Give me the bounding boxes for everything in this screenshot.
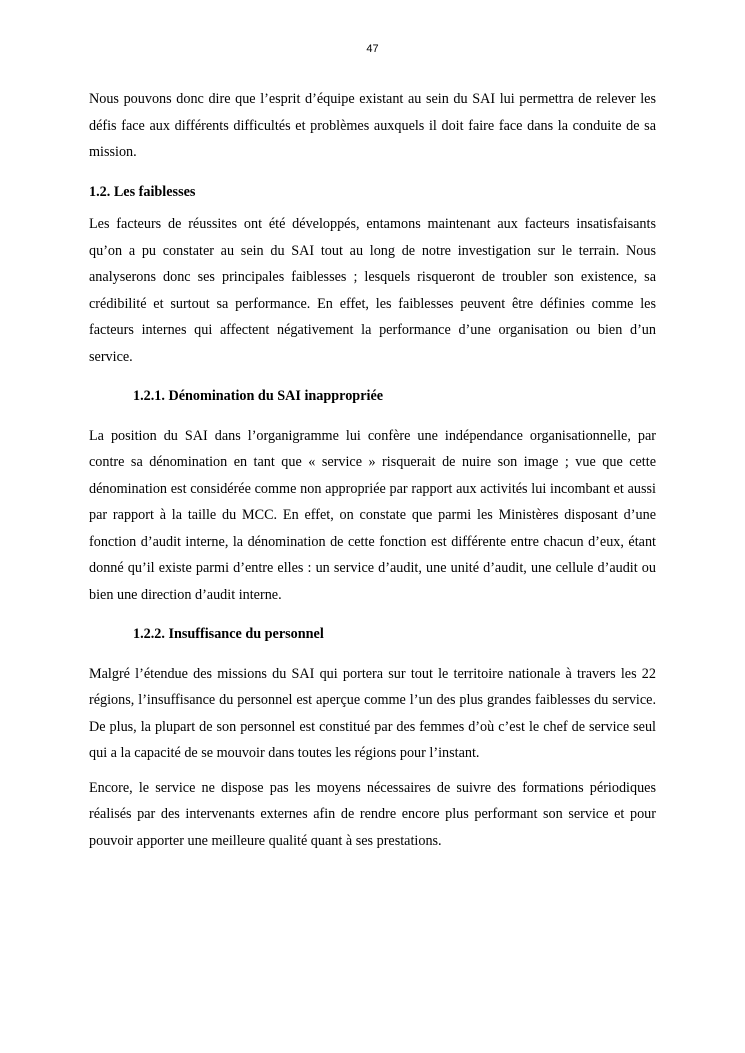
paragraph-team-spirit: Nous pouvons donc dire que l’esprit d’équipe existant au sein du SAI lui permettra de relever les défis face aux différents difficultés et problèmes auxquels il doit faire face dans la conduite de sa mission. [89, 91, 656, 160]
paragraph-denomination: La position du SAI dans l’organigramme lui confère une indépendance organisationnelle, par contre sa dénomination en tant que « service » risquerait de nuire son image ; vue que cette dénomination est considérée comme non appropriée par rapport aux activités lui incombant et aussi par rapport à la taille du MCC. En effet, on constate que parmi les Ministères disposant d’une fonction d’audit interne, la dénomination de cette fonction est différente entre chacun d’eux, étant donné qu’il existe parmi d’entre elles : un service d’audit, une unité d’audit, une cellule d’audit ou bien une direction d’audit interne. [89, 427, 656, 603]
paragraph-weaknesses-intro: Les facteurs de réussites ont été développés, entamons maintenant aux facteurs insatisfaisants qu’on a pu constater au sein du SAI tout au long de notre investigation sur le terrain. Nous analyserons donc ses principales faiblesses ; lesquels risqueront de troubler son existence, sa crédibilité et surtout sa performance. En effet, les faiblesses peuvent être définies comme les facteurs internes qui affectent négativement la performance d’une organisation ou bien d’un service. [89, 216, 656, 365]
paragraph-training: Encore, le service ne dispose pas les moyens nécessaires de suivre des formations périodiques réalisés par des intervenants externes afin de rendre encore plus performant son service et pour pouvoir apporter une meilleure qualité quant à ses prestations. [89, 779, 656, 849]
paragraph-staff-shortage: Malgré l’étendue des missions du SAI qui portera sur tout le territoire nationale à travers les 22 régions, l’insuffisance du personnel est aperçue comme l’un des plus grandes faiblesses du service. De plus, la plupart de son personnel est constitué par des femmes d’où c’est le chef de service seul qui a la capacité de se mouvoir dans toutes les régions pour l’instant. [89, 665, 656, 761]
subsection-heading-denomination: 1.2.1. Dénomination du SAI inappropriée [133, 388, 384, 404]
section-heading-weaknesses: 1.2. Les faiblesses [89, 183, 196, 200]
subsection-heading-staff: 1.2.2. Insuffisance du personnel [133, 626, 324, 642]
page-body [89, 86, 656, 854]
page-number: 47 [366, 43, 379, 55]
